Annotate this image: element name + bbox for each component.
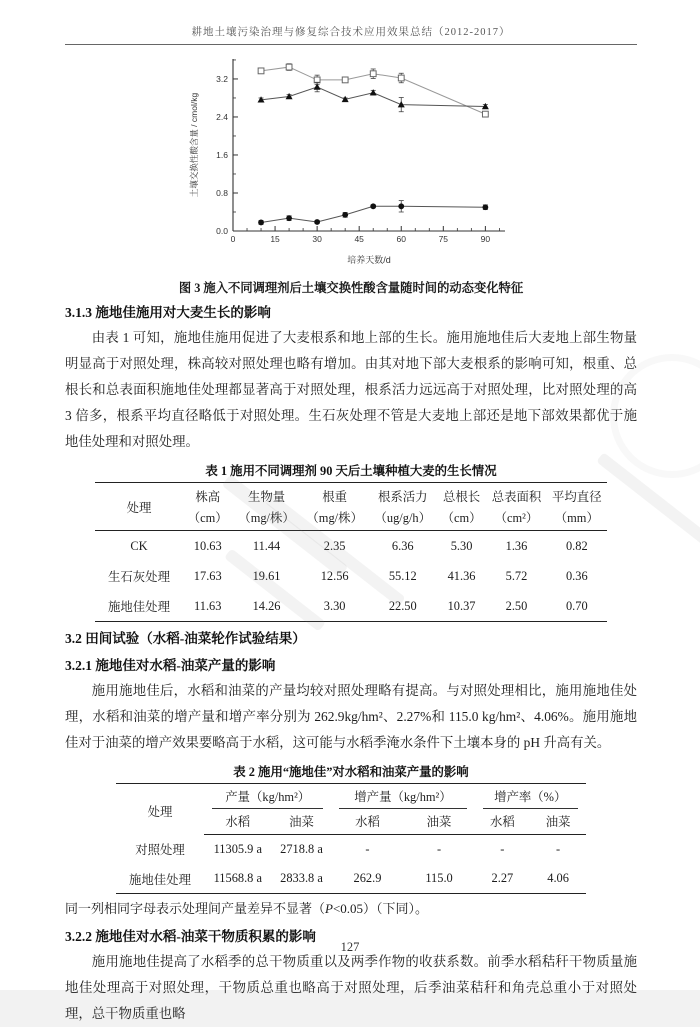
- paragraph-3-2-1: 施用施地佳后，水稻和油菜的产量均较对照处理略有提高。与对照处理相比，施用施地佳处理，水稻和油菜的增产量和增产率分别为 262.9kg/hm²、2.27%和 115.0 kg/hm²、4.06%。施用施地佳对于油菜的增产效果要略高于水稻，这可能与水稻季淹水条件下土壤本身的 pH 升高有关。: [65, 683, 637, 750]
- svg-text:45: 45: [354, 234, 364, 244]
- table-row: [95, 531, 607, 562]
- table-cell: 5.30: [450, 538, 473, 553]
- table-2-sub-header: 油菜: [272, 809, 332, 835]
- table-cell: 2.27: [475, 864, 531, 894]
- table-row: [116, 864, 586, 894]
- figure-3: [65, 53, 637, 276]
- table-2-sub-header: 水稻: [475, 809, 531, 835]
- svg-text:0: 0: [230, 234, 236, 244]
- table-row: [116, 835, 586, 865]
- table-2-sub-header: 水稻: [204, 809, 272, 835]
- table-cell: -: [556, 842, 561, 856]
- table-1-col-header: 总表面积 （cm²）: [486, 483, 546, 531]
- svg-text:0.0: 0.0: [216, 226, 228, 236]
- page-header-title: 耕地土壤污染治理与修复综合技术应用效果总结（2012-2017）: [65, 24, 637, 45]
- section-heading-3-2: 3.2 田间试验（水稻-油菜轮作试验结果）: [65, 631, 306, 646]
- table-cell: -: [436, 842, 442, 856]
- table-cell: 11.44: [252, 538, 281, 553]
- svg-text:90: 90: [480, 234, 491, 244]
- table-cell: CK: [130, 538, 148, 553]
- table-cell: 41.36: [447, 568, 476, 583]
- table-cell: 0.36: [565, 568, 588, 583]
- table-cell: 19.61: [252, 568, 281, 583]
- table-cell: 262.9: [331, 864, 403, 894]
- table-1-col-header: 根重 （mg/株）: [301, 483, 369, 531]
- table-1-col-header: 总根长 （cm）: [437, 483, 486, 531]
- table-cell: -: [500, 842, 505, 856]
- paragraph-3-2-2: 施用施地佳提高了水稻季的总干物质重以及两季作物的收获系数。前季水稻秸秆干物质量施地佳处理高于对照处理，干物质总重也略高于对照处理，后季油菜秸秆和角壳总重小于对照处理，总干物质重也略: [65, 954, 637, 1021]
- table-cell: -: [365, 842, 370, 856]
- table-cell: 11305.9 a: [213, 842, 262, 856]
- table-2-group-header: 增产率（%）: [475, 784, 586, 810]
- table-cell: 对照处理: [135, 843, 185, 858]
- svg-text:3.2: 3.2: [216, 73, 228, 84]
- table-cell: 1.36: [505, 538, 528, 553]
- paragraph-3-1-3: 由表 1 可知，施地佳施用促进了大麦根系和地上部的生长。施用施地佳后大麦地上部生物量明显高于对照处理，株高较对照处理也略有增加。由其对地下部大麦根系的影响可知，根重、总根长和总表面积施地佳处理都显著高于对照处理，根系活力远远高于对照处理，比对照处理的高 3 倍多，根系平均直径略低于对照处理。生石灰处理不管是大麦地上部还是地下部效果都优于施地佳处理和对照处理。: [65, 330, 637, 449]
- table-1-title: 表 1 施用不同调理剂 90 天后土壤种植大麦的生长情况: [205, 464, 497, 478]
- table-2-sub-header: 水稻: [331, 809, 403, 835]
- table-cell: 2833.8 a: [272, 864, 332, 894]
- section-heading-3-1-3: 3.1.3 施地佳施用对大麦生长的影响: [65, 305, 271, 320]
- section-heading-3-2-2: 3.2.2 施地佳对水稻-油菜干物质积累的影响: [65, 929, 316, 944]
- table-cell: 115.0: [404, 864, 475, 894]
- table-1-col-header: 平均直径 （mm）: [547, 483, 607, 531]
- figure-3-chart: [183, 53, 519, 271]
- table-cell: 2.35: [323, 538, 346, 553]
- table-cell: 生石灰处理: [108, 570, 170, 584]
- svg-text:培养天数/d: 培养天数/d: [347, 255, 391, 265]
- table-cell: 10.63: [193, 538, 222, 553]
- svg-text:30: 30: [312, 234, 322, 244]
- table-cell: 4.06: [530, 864, 586, 894]
- table-2-title: 表 2 施用“施地佳”对水稻和油菜产量的影响: [233, 765, 469, 779]
- table-1-col-header: 株高 （cm）: [183, 483, 232, 531]
- table-cell: 11.63: [183, 591, 232, 622]
- table-barley-growth: [95, 482, 607, 622]
- table-cell: 12.56: [320, 568, 349, 583]
- table-cell: 55.12: [388, 568, 417, 583]
- table-cell: 2718.8 a: [280, 842, 323, 856]
- table-1-header-row: [95, 483, 607, 531]
- table-cell: 11568.8 a: [204, 864, 272, 894]
- table-cell: 5.72: [505, 568, 528, 583]
- svg-text:75: 75: [438, 234, 449, 244]
- table-cell: 2.50: [486, 591, 546, 622]
- table-2-footnote: [65, 898, 637, 920]
- footnote-text-end: <0.05）（下同）。: [332, 901, 429, 916]
- page-number: 127: [340, 940, 360, 954]
- table-cell: 6.36: [391, 538, 414, 553]
- section-heading-3-2-1: 3.2.1 施地佳对水稻-油菜产量的影响: [65, 658, 276, 673]
- table-2-group-header: 增产量（kg/hm²）: [331, 784, 474, 810]
- table-cell: 施地佳处理: [95, 591, 183, 622]
- table-2-row-header: 处理: [116, 784, 204, 835]
- table-2-group-header-row: [116, 784, 586, 810]
- table-2-group-header: 产量（kg/hm²）: [204, 784, 331, 810]
- table-2-sub-header: 油菜: [530, 809, 586, 835]
- footnote-text: 同一列相同字母表示处理间产量差异不显著（: [65, 901, 326, 916]
- table-cell: 17.63: [193, 568, 222, 583]
- table-1-col-header: 处理: [95, 483, 183, 531]
- table-row: [95, 591, 607, 622]
- table-2-sub-header: 油菜: [404, 809, 475, 835]
- footnote-p-symbol: P: [325, 901, 333, 916]
- table-cell: 施地佳处理: [116, 864, 204, 894]
- svg-text:1.6: 1.6: [216, 149, 228, 160]
- figure-3-caption: 图 3 施入不同调理剂后土壤交换性酸含量随时间的动态变化特征: [178, 281, 524, 295]
- table-yield-effect: [116, 783, 586, 894]
- table-cell: 10.37: [437, 591, 486, 622]
- table-1-col-header: 根系活力 （ug/g/h）: [369, 483, 437, 531]
- svg-text:60: 60: [396, 234, 406, 244]
- table-cell: 22.50: [369, 591, 437, 622]
- svg-text:15: 15: [270, 234, 280, 244]
- svg-text:土壤交换性酸含量 / cmol/kg: 土壤交换性酸含量 / cmol/kg: [189, 92, 199, 198]
- table-1-col-header: 生物量 （mg/株）: [232, 483, 300, 531]
- table-cell: 14.26: [232, 591, 300, 622]
- table-cell: 0.70: [547, 591, 607, 622]
- table-cell: 0.82: [565, 538, 588, 553]
- table-row: [95, 561, 607, 591]
- table-cell: 3.30: [301, 591, 369, 622]
- svg-text:2.4: 2.4: [216, 111, 228, 122]
- svg-text:0.8: 0.8: [216, 187, 228, 198]
